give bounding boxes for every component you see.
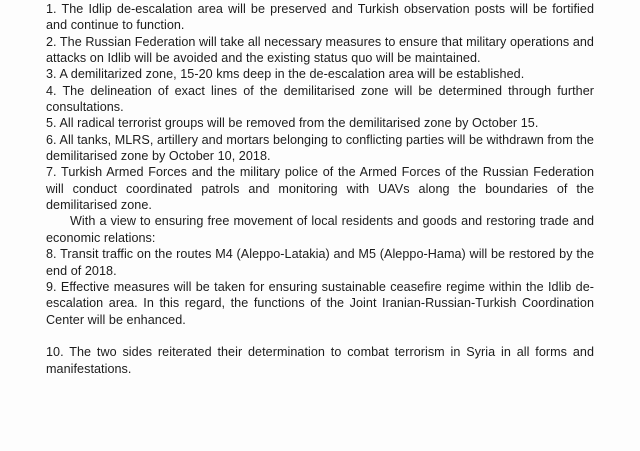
clause-8: 8. Transit traffic on the routes M4 (Aleppo-Latakia) and M5 (Aleppo-Hama) will be restored by the end of 2018.: [46, 247, 594, 278]
clause-3: 3. A demilitarized zone, 15-20 kms deep in the de-escalation area will be established.: [46, 67, 525, 82]
clause-5: 5. All radical terrorist groups will be removed from the demilitarised zone by October 15.: [46, 116, 539, 131]
document-body: [46, 1, 594, 377]
intro-paragraph: With a view to ensuring free movement of local residents and goods and restoring trade and economic relations:: [46, 214, 594, 245]
clause-2: 2. The Russian Federation will take all necessary measures to ensure that military operations and attacks on Idlib will be avoided and the existing status quo will be maintained.: [46, 34, 594, 66]
clause-10: 10. The two sides reiterated their determination to combat terrorism in Syria in all forms and manifestations.: [46, 345, 594, 376]
paragraph-spacer: [46, 328, 594, 344]
clause-9: 9. Effective measures will be taken for ensuring sustainable ceasefire regime within the Idlib de-escalation area. In this regard, the functions of the Joint Iranian-Russian-Turkish Coordination Center will be enhanced.: [46, 279, 594, 327]
clause-6: 6. All tanks, MLRS, artillery and mortars belonging to conflicting parties will be withdrawn from the demilitarised zone by October 10, 2018.: [46, 132, 594, 164]
clause-1: 1. The Idlip de-escalation area will be preserved and Turkish observation posts will be fortified and continue to function.: [46, 2, 594, 33]
clause-4: 4. The delineation of exact lines of the demilitarised zone will be determined through further consultations.: [46, 83, 594, 115]
clause-7: 7. Turkish Armed Forces and the military police of the Armed Forces of the Russian Federation will conduct coordinated patrols and monitoring with UAVs along the boundaries of the demilitarised zone.: [46, 165, 594, 213]
